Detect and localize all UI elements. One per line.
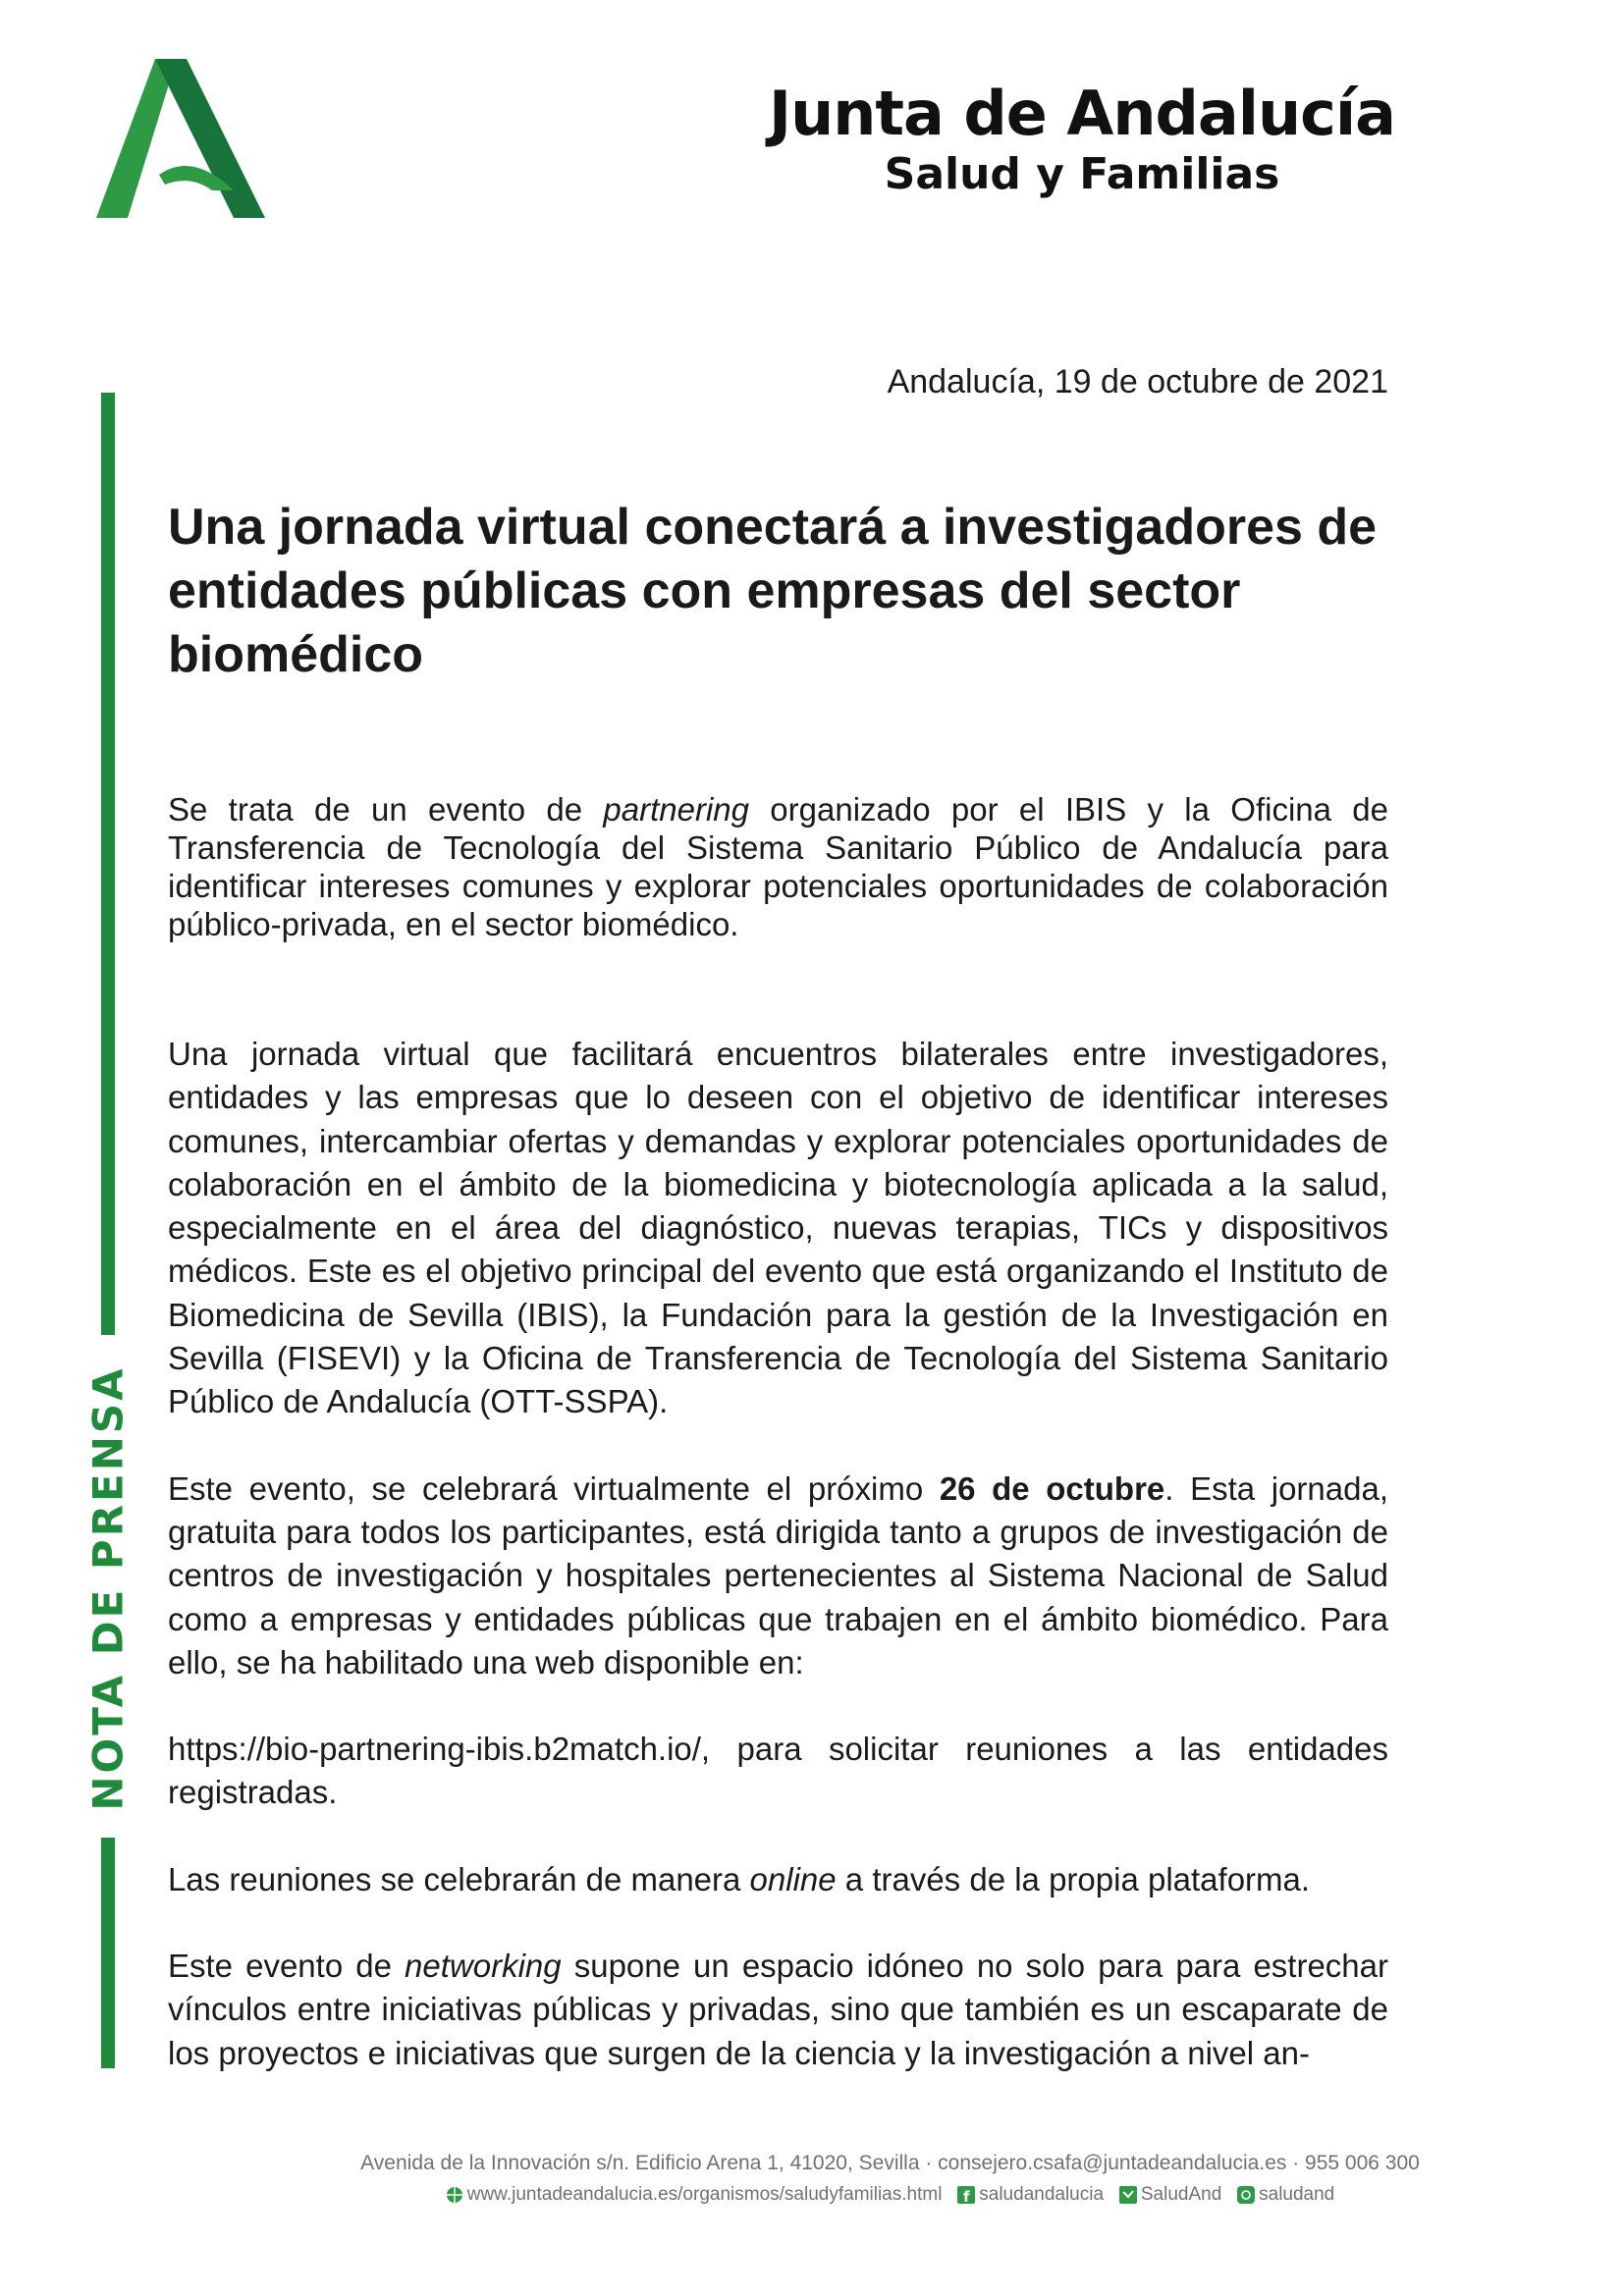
p4-text-end: a través de la propia plataforma. [836, 1860, 1311, 1897]
press-release-date: Andalucía, 19 de octubre de 2021 [887, 363, 1388, 400]
lead-paragraph [168, 790, 1388, 943]
body-paragraph-2 [168, 1468, 1388, 1684]
side-label: NOTA DE PRENSA [83, 1365, 133, 1811]
globe-icon [446, 2186, 463, 2204]
lead-text-end: organizado por el IBIS y la Oficina de Transferencia de Tecnología del Sistema Sanitario Público de Andalucía para identificar intereses comunes y explorar potenciales oportunidades de colaboración público-privada, en el sector biomédico. [168, 791, 1389, 942]
twitter-icon [1119, 2186, 1137, 2204]
p2-text-end: . Esta jornada, gratuita para todos los participantes, está dirigida tanto a grupos de investigación de centros de investigación y hospitales pertenecientes al Sistema Nacional de Salud como a empresas y entidades públicas que trabajen en el ámbito biomédico. Para ello, se ha habilitado una web disponible en: [168, 1469, 1388, 1681]
facebook-icon [957, 2186, 975, 2204]
organization-header [769, 79, 1395, 200]
footer-instagram: saludand [1259, 2184, 1335, 2205]
body-paragraph-5 [168, 1945, 1388, 2075]
p5-text-start: Este evento de [168, 1948, 406, 1985]
event-date: 26 de octubre [939, 1469, 1165, 1507]
p4-text-start: Las reuniones se celebrarán de manera [168, 1860, 750, 1897]
p2-text-start: Este evento, se celebrará virtualmente el próximo [168, 1469, 940, 1507]
p4-emphasis: online [749, 1860, 837, 1897]
body-paragraph-1: Una jornada virtual que facilitará encuentros bilaterales entre investigadores, entidades y las empresas que lo deseen con el objetivo de identificar intereses comunes, intercambiar ofertas y demandas y explorar potenciales oportunidades de colaboración en el ámbito de la biomedicina y biotecnología aplicada a la salud, especialmente en el área del diagnóstico, nuevas terapias, TICs y dispositivos médicos. Este es el objetivo principal del evento que está organizando el Instituto de Biomedicina de Sevilla (IBIS), la Fundación para la gestión de la Investigación en Sevilla (FISEVI) y la Oficina de Transferencia de Tecnología del Sistema Sanitario Público de Andalucía (OTT-SSPA). [168, 1036, 1388, 1420]
lead-emphasis: partnering [603, 791, 749, 828]
footer-address: Avenida de la Innovación s/n. Edificio Arena 1, 41020, Sevilla · consejero.csafa@juntadeandalucia.es · 955 006 300 [360, 2152, 1420, 2174]
junta-andalucia-logo-icon [96, 59, 265, 218]
body-paragraph-3: https://bio-partnering-ibis.b2match.io/, para solicitar reuniones a las entidades registradas. [168, 1731, 1388, 1811]
svg-text:f: f [963, 2187, 970, 2204]
p5-text-end: supone un espacio idóneo no solo para para estrechar vínculos entre iniciativas públicas y privadas, sino que también es un escaparate de los proyectos e iniciativas que surgen de la ciencia y la investigación a nivel an- [168, 1948, 1389, 2071]
footer-links [0, 2184, 1623, 2206]
lead-text-start: Se trata de un evento de [168, 791, 604, 828]
footer-website: www.juntadeandalucia.es/organismos/saludyfamilias.html [466, 2184, 943, 2205]
side-accent-bar-bottom [101, 1838, 115, 2068]
footer-facebook: saludandalucia [979, 2184, 1105, 2205]
instagram-icon [1237, 2186, 1255, 2204]
p5-emphasis: networking [405, 1948, 562, 1985]
body-paragraph-4 [168, 1858, 1388, 1901]
side-accent-bar-top [101, 393, 115, 1335]
article-body [168, 1033, 1388, 2118]
org-subtitle: Salud y Familias [884, 149, 1280, 199]
headline: Una jornada virtual conectará a investigadores de entidades públicas con empresas del sector biomédico [168, 499, 1378, 683]
org-title: Junta de Andalucía [769, 78, 1395, 149]
footer-twitter: SaludAnd [1140, 2184, 1222, 2205]
